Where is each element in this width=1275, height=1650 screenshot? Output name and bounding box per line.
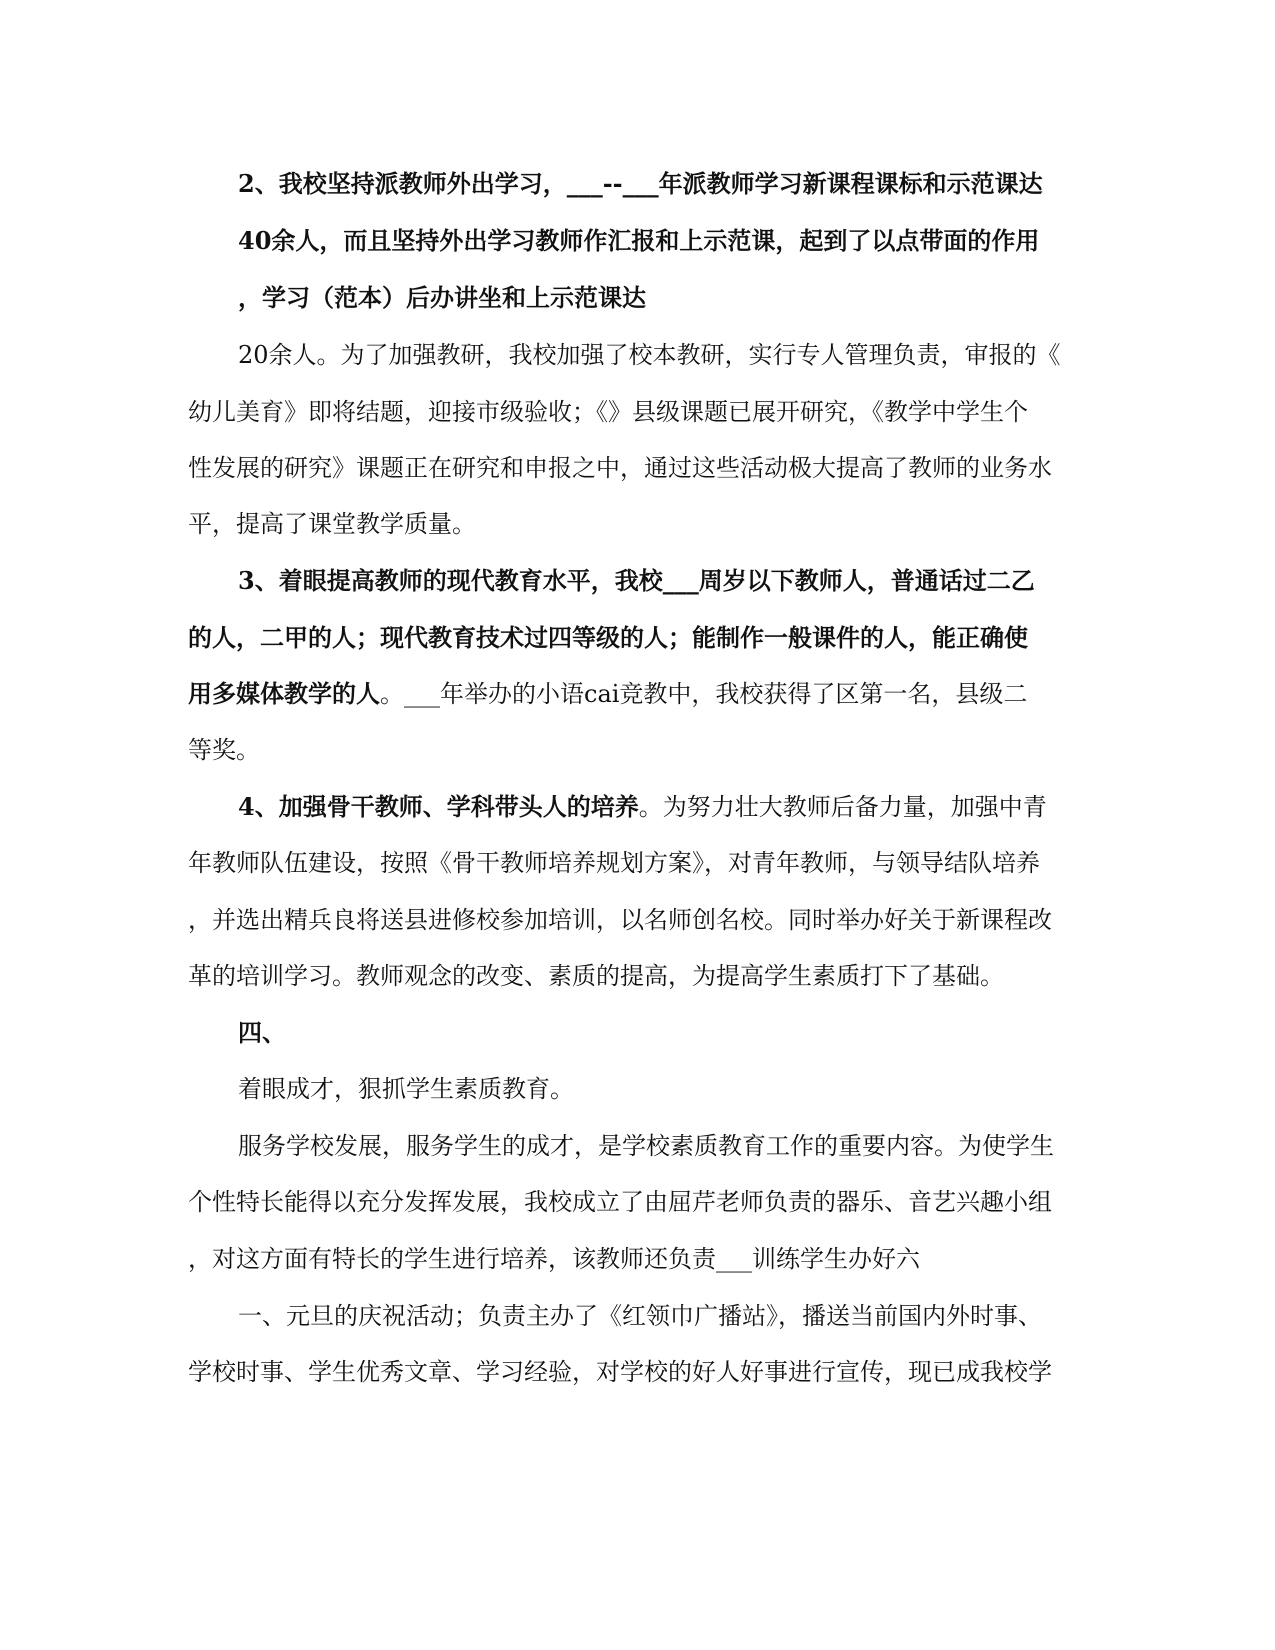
text-line: 性发展的研究》课题正在研究和申报之中，通过这些活动极大提高了教师的业务水 (188, 454, 1052, 482)
text-line: 革的培训学习。教师观念的改变、素质的提高，为提高学生素质打下了基础。 (188, 962, 1004, 990)
text-line: 服务学校发展，服务学生的成才，是学校素质教育工作的重要内容。为使学生 (238, 1132, 1054, 1160)
text-line: 一、元旦的庆祝活动；负责主办了《红领巾广播站》，播送当前国内外时事、 (238, 1302, 1042, 1330)
text-line: 着眼成才，狠抓学生素质教育。 (238, 1075, 574, 1103)
text-line: ，对这方面有特长的学生进行培养，该教师还负责___训练学生办好六 (188, 1245, 920, 1273)
text-line: 平，提高了课堂教学质量。 (188, 510, 476, 538)
text-line: 个性特长能得以充分发挥发展，我校成立了由屈芹老师负责的器乐、音艺兴趣小组 (188, 1188, 1052, 1216)
text-line: 用多媒体教学的人。___年举办的小语cai竞教中，我校获得了区第一名，县级二 (188, 679, 1028, 708)
section-heading: 四、 (238, 1018, 286, 1047)
text-line: 3、着眼提高教师的现代教育水平，我校___周岁以下教师人，普通话过二乙 (238, 566, 1035, 595)
text-line: 年教师队伍建设，按照《骨干教师培养规划方案》，对青年教师，与领导结队培养 (188, 849, 1040, 877)
text-line: ，并选出精兵良将送县进修校参加培训，以名师创名校。同时举办好关于新课程改 (188, 906, 1052, 934)
text-line: 4、加强骨干教师、学科带头人的培养。为努力壮大教师后备力量，加强中青 (238, 792, 1047, 821)
text-line: 学校时事、学生优秀文章、学习经验，对学校的好人好事进行宣传，现已成我校学 (188, 1358, 1052, 1386)
text-line: 20余人。为了加强教研，我校加强了校本教研，实行专人管理负责，审报的《 (238, 341, 1061, 369)
text-line: 2、我校坚持派教师外出学习，___--___年派教师学习新课程课标和示范课达 (238, 169, 1043, 198)
text-line: 的人，二甲的人；现代教育技术过四等级的人；能制作一般课件的人，能正确使 (188, 623, 1028, 652)
text-line: 40余人，而且坚持外出学习教师作汇报和上示范课，起到了以点带面的作用 (238, 226, 1040, 255)
text-line: 等奖。 (188, 736, 260, 764)
text-line: 幼儿美育》即将结题，迎接市级验收；《》县级课题已展开研究，《教学中学生个 (188, 398, 1028, 426)
text-line: ，学习（范本）后办讲坐和上示范课达 (238, 283, 646, 312)
